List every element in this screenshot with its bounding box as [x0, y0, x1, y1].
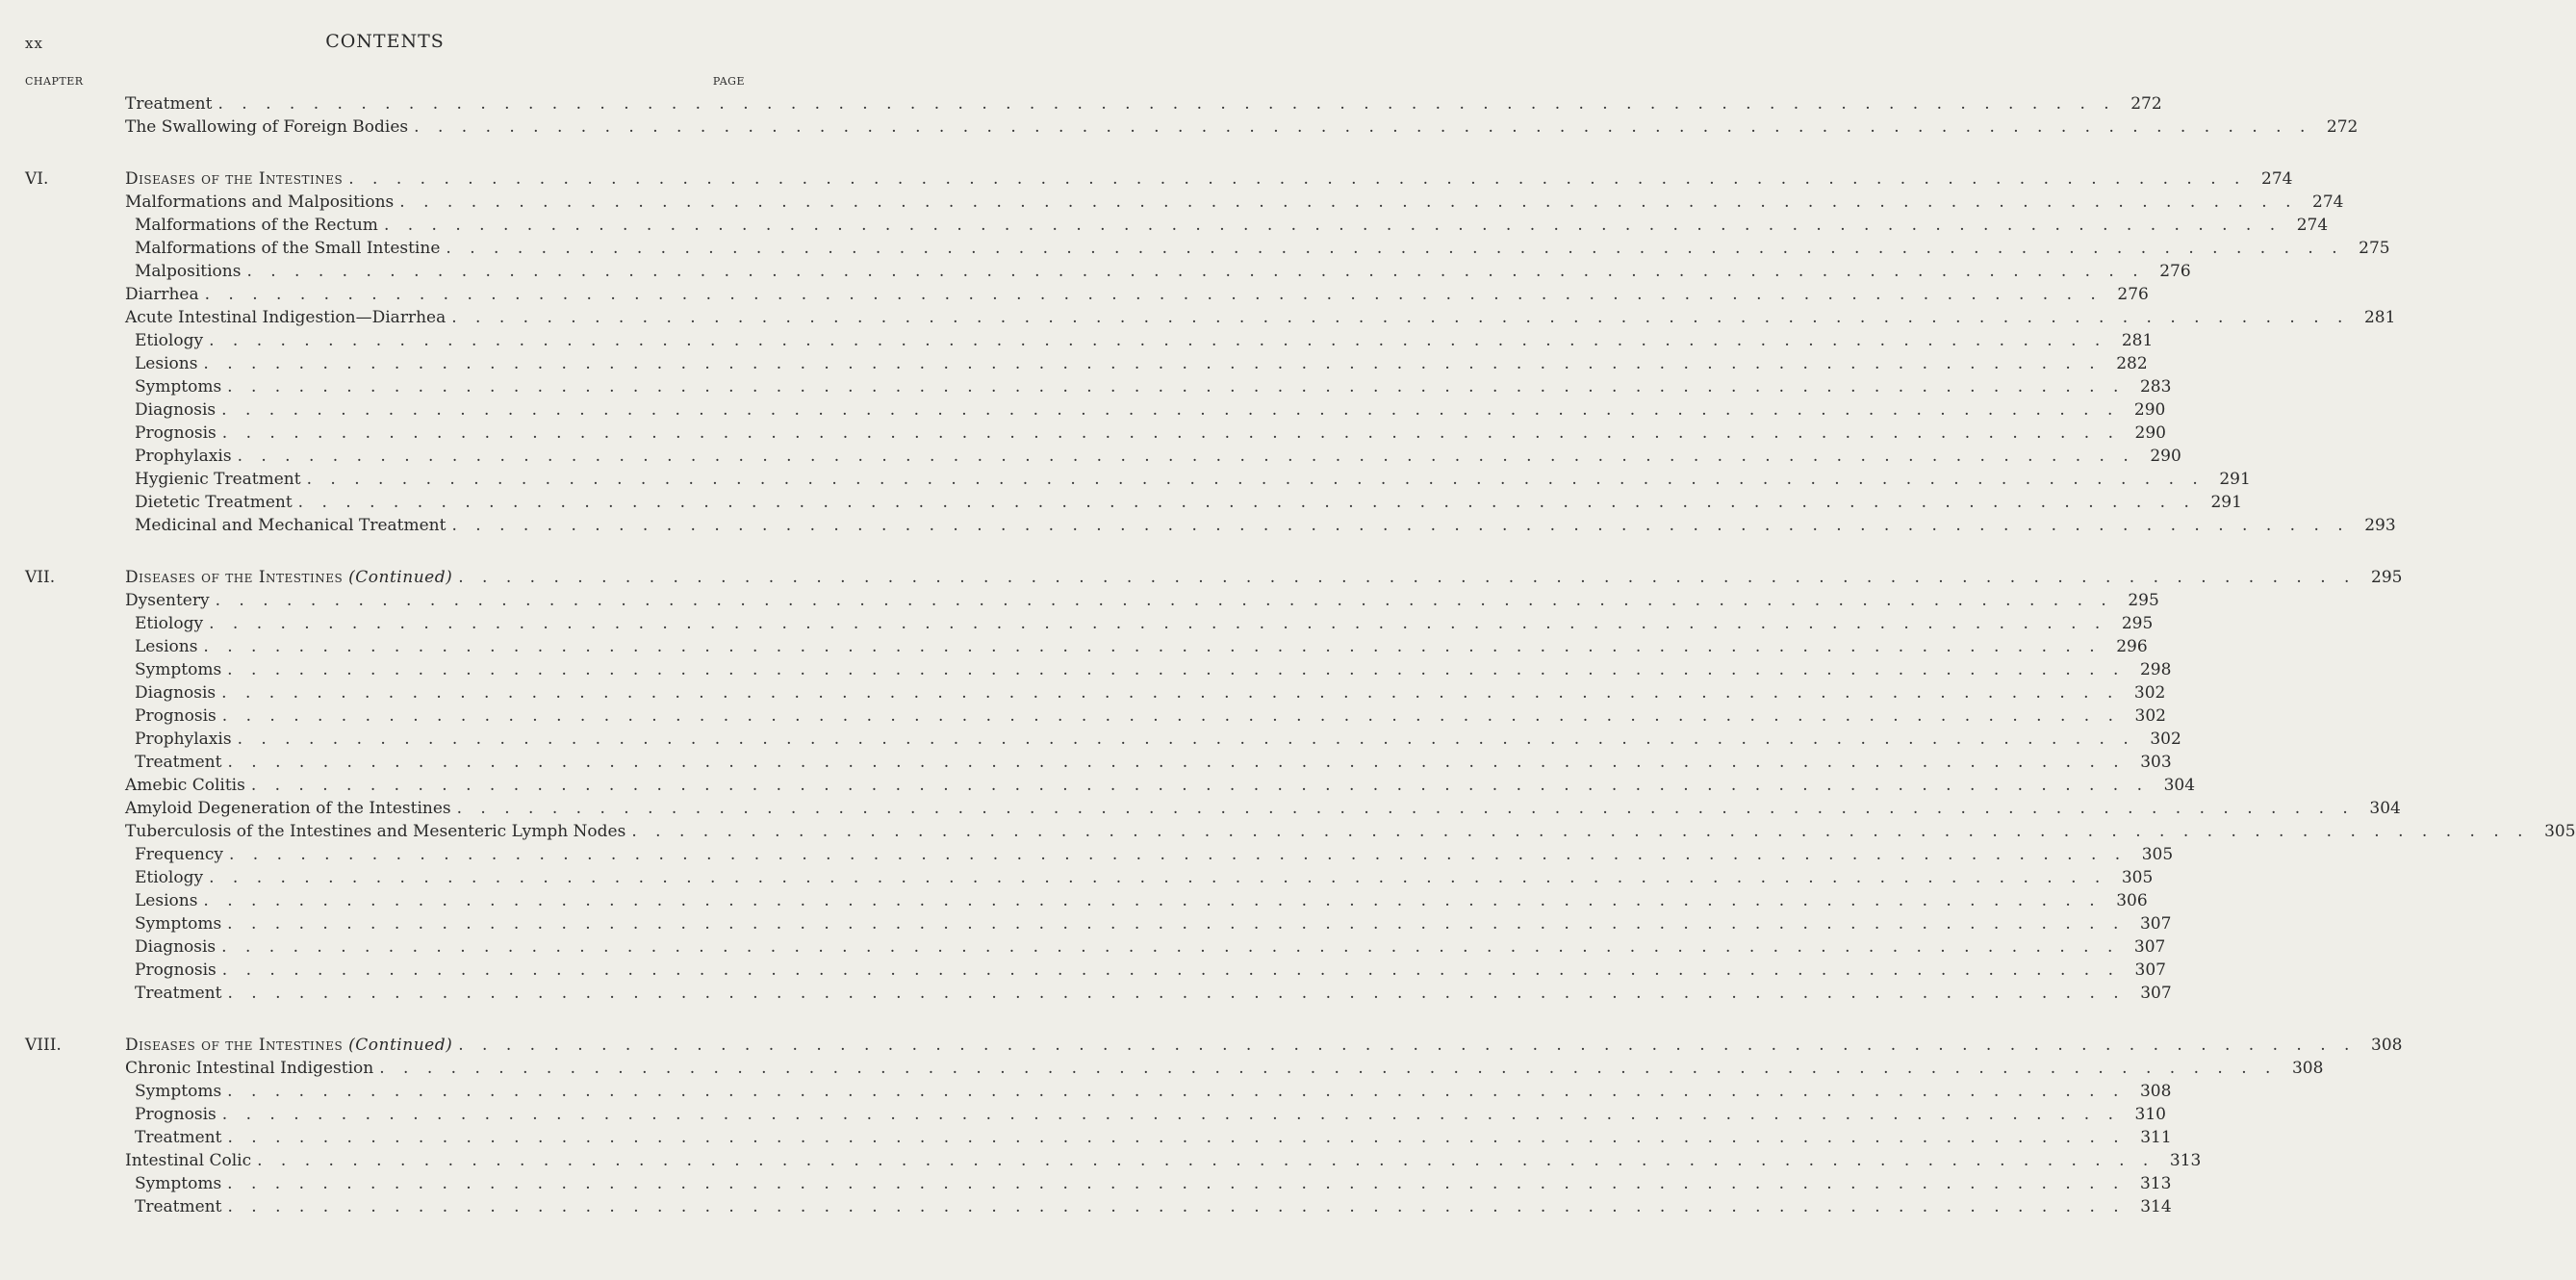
page-number: 293	[2364, 516, 2396, 535]
entry-title-text: Prognosis	[135, 960, 217, 980]
entry-title-text: Dysentery	[125, 591, 210, 610]
entry-title	[125, 589, 216, 612]
page-number: 296	[2116, 637, 2148, 656]
entry-title-text: Treatment	[135, 1128, 222, 1147]
page-number: 305	[2544, 822, 2576, 841]
entry-title-text: Diagnosis	[135, 683, 217, 703]
toc-entry-row	[135, 1126, 2172, 1149]
dot-leader: . . . . . . . . . . . . . . . . . . . . . . . . . . . . . . . . . . . . . . . . . . . . . . . . . . . . . . . . . . . . . . . . . . . . . . . . . . . . . . . .	[221, 683, 2120, 703]
entry-title	[125, 283, 205, 306]
toc-entry-row	[135, 1103, 2166, 1126]
dot-leader: . . . . . . . . . . . . . . . . . . . . . . . . . . . . . . . . . . . . . . . . . . . . . . . . . . . . . . . . . . . . . . . . . . . . . . . . . . . . . . . .	[414, 117, 2312, 137]
page-number: 302	[2150, 730, 2181, 749]
entry-title-text: Malformations and Malpositions	[125, 192, 395, 212]
entry-title-text: Chronic Intestinal Indigestion	[125, 1059, 374, 1078]
dot-leader: . . . . . . . . . . . . . . . . . . . . . . . . . . . . . . . . . . . . . . . . . . . . . . . . . . . . . . . . . . . . . . . . . . . . . . . . . . . . . . . .	[379, 1059, 2278, 1078]
toc-entry-row	[135, 751, 2172, 774]
toc-entry-row	[125, 115, 2359, 139]
entry-title	[135, 1172, 227, 1195]
entry-title-text: Prognosis	[135, 423, 217, 443]
toc-entry-row	[135, 514, 2396, 537]
dot-leader: . . . . . . . . . . . . . . . . . . . . . . . . . . . . . . . . . . . . . . . . . . . . . . . . . . . . . . . . . . . . . . . . . . . . . . . . . . . . . . . .	[227, 753, 2126, 772]
entry-title-text: Treatment	[125, 94, 213, 114]
entry-title	[135, 959, 222, 982]
toc-entry-row	[125, 306, 2396, 329]
dot-leader: . . . . . . . . . . . . . . . . . . . . . . . . . . . . . . . . . . . . . . . . . . . . . . . . . . . . . . . . . . . . . . . . . . . . . . . . . . . . . . . .	[227, 660, 2126, 679]
dot-leader: . . . . . . . . . . . . . . . . . . . . . . . . . . . . . . . . . . . . . . . . . . . . . . . . . . . . . . . . . . . . . . . . . . . . . . . . . . . . . . . .	[451, 308, 2350, 327]
entry-title	[125, 820, 631, 843]
entry-title	[135, 866, 209, 889]
entry-title-text: Lesions	[135, 891, 198, 910]
entry-title	[135, 1126, 227, 1149]
entry-title-text: Lesions	[135, 354, 198, 373]
dot-leader: . . . . . . . . . . . . . . . . . . . . . . . . . . . . . . . . . . . . . . . . . . . . . . . . . . . . . . . . . . . . . . . . . . . . . . . . . . . . . . . .	[297, 493, 2196, 512]
entry-title-text: Hygienic Treatment	[135, 470, 301, 489]
entry-title-text: Malformations of the Rectum	[135, 216, 378, 235]
entry-title	[135, 352, 203, 375]
page-number: 307	[2140, 984, 2172, 1003]
page-number: 276	[2117, 285, 2149, 304]
entry-title	[135, 728, 238, 751]
entry-title-text: Prophylaxis	[135, 447, 232, 466]
column-headings	[25, 75, 745, 90]
dot-leader: . . . . . . . . . . . . . . . . . . . . . . . . . . . . . . . . . . . . . . . . . . . . . . . . . . . . . . . . . . . . . . . . . . . . . . . . . . . . . . . .	[209, 868, 2107, 887]
entry-title-text: Etiology	[135, 331, 204, 350]
toc-entry-row	[135, 889, 2148, 912]
dot-leader: . . . . . . . . . . . . . . . . . . . . . . . . . . . . . . . . . . . . . . . . . . . . . . . . . . . . . . . . . . . . . . . . . . . . . . . . . . . . . . . .	[446, 239, 2344, 258]
dot-leader: . . . . . . . . . . . . . . . . . . . . . . . . . . . . . . . . . . . . . . . . . . . . . . . . . . . . . . . . . . . . . . . . . . . . . . . . . . . . . . . .	[631, 822, 2530, 841]
toc-chapter-row	[25, 566, 2403, 589]
dot-leader: . . . . . . . . . . . . . . . . . . . . . . . . . . . . . . . . . . . . . . . . . . . . . . . . . . . . . . . . . . . . . . . . . . . . . . . . . . . . . . . .	[250, 776, 2150, 795]
toc-entry-row	[135, 912, 2172, 935]
page-number: 274	[2296, 216, 2329, 235]
chapter-number: VIII.	[25, 1036, 62, 1055]
entry-title	[125, 306, 451, 329]
dot-leader: . . . . . . . . . . . . . . . . . . . . . . . . . . . . . . . . . . . . . . . . . . . . . . . . . . . . . . . . . . . . . . . . . . . . . . . . . . . . . . . .	[203, 354, 2102, 373]
dot-leader: . . . . . . . . . . . . . . . . . . . . . . . . . . . . . . . . . . . . . . . . . . . . . . . . . . . . . . . . . . . . . . . . . . . . . . . . . . . . . . . .	[221, 423, 2120, 443]
page-number: 295	[2371, 568, 2403, 587]
toc-entry-row	[135, 612, 2154, 635]
chapter-title	[125, 566, 458, 589]
page-number: 274	[2261, 169, 2293, 189]
entry-title	[125, 1057, 379, 1080]
entry-title-text: Amebic Colitis	[125, 776, 245, 795]
page-number: 290	[2150, 447, 2181, 466]
toc-entry-row	[135, 959, 2166, 982]
entry-title-text: Diagnosis	[135, 400, 217, 420]
page-number: 290	[2133, 400, 2166, 420]
dot-leader: . . . . . . . . . . . . . . . . . . . . . . . . . . . . . . . . . . . . . . . . . . . . . . . . . . . . . . . . . . . . . . . . . . . . . . . . . . . . . . . .	[203, 891, 2102, 910]
page-number: 313	[2169, 1151, 2202, 1170]
toc-entry-row	[125, 191, 2344, 214]
page-number: 307	[2139, 914, 2172, 934]
page-number: 307	[2134, 960, 2166, 980]
page-number: 313	[2139, 1174, 2172, 1193]
toc-entry-row	[135, 445, 2181, 468]
toc-entry-row	[135, 1195, 2172, 1218]
toc-entry-row	[125, 283, 2149, 306]
entry-title	[135, 889, 203, 912]
entry-title-text: Diagnosis	[135, 937, 217, 957]
toc-entry-row	[135, 1172, 2172, 1195]
dot-leader: . . . . . . . . . . . . . . . . . . . . . . . . . . . . . . . . . . . . . . . . . . . . . . . . . . . . . . . . . . . . . . . . . . . . . . . . . . . . . . . .	[458, 568, 2357, 587]
entry-title-text: Prognosis	[135, 706, 217, 726]
entry-title	[135, 491, 298, 514]
entry-title	[135, 704, 222, 728]
dot-leader: . . . . . . . . . . . . . . . . . . . . . . . . . . . . . . . . . . . . . . . . . . . . . . . . . . . . . . . . . . . . . . . . . . . . . . . . . . . . . . . .	[227, 914, 2126, 934]
toc-entry-row	[135, 260, 2191, 283]
entry-title	[125, 115, 414, 139]
page-number: 311	[2140, 1128, 2172, 1147]
dot-leader: . . . . . . . . . . . . . . . . . . . . . . . . . . . . . . . . . . . . . . . . . . . . . . . . . . . . . . . . . . . . . . . . . . . . . . . . . . . . . . . .	[209, 331, 2107, 350]
toc-entry-row	[135, 375, 2172, 398]
entry-title-text: Medicinal and Mechanical Treatment	[135, 516, 446, 535]
toc-entry-row	[135, 935, 2166, 959]
toc-entry-row	[125, 820, 2576, 843]
entry-title	[135, 398, 221, 422]
page-number: 307	[2133, 937, 2166, 957]
entry-title-text: Treatment	[135, 753, 222, 772]
page-number: 295	[2128, 591, 2159, 610]
page-number: 310	[2134, 1105, 2166, 1124]
entry-title	[135, 982, 227, 1005]
chapter-number: VI.	[25, 169, 49, 189]
toc-entry-row	[135, 352, 2148, 375]
dot-leader: . . . . . . . . . . . . . . . . . . . . . . . . . . . . . . . . . . . . . . . . . . . . . . . . . . . . . . . . . . . . . . . . . . . . . . . . . . . . . . . .	[227, 1174, 2126, 1193]
dot-leader: . . . . . . . . . . . . . . . . . . . . . . . . . . . . . . . . . . . . . . . . . . . . . . . . . . . . . . . . . . . . . . . . . . . . . . . . . . . . . . . .	[203, 637, 2102, 656]
toc-entry-row	[135, 329, 2154, 352]
page-number: 282	[2116, 354, 2148, 373]
dot-leader: . . . . . . . . . . . . . . . . . . . . . . . . . . . . . . . . . . . . . . . . . . . . . . . . . . . . . . . . . . . . . . . . . . . . . . . . . . . . . . . .	[237, 447, 2135, 466]
page-number: 291	[2219, 470, 2251, 489]
entry-title-text: Prophylaxis	[135, 730, 232, 749]
chapter-number: VII.	[25, 568, 56, 587]
entry-title-text: Treatment	[135, 1197, 222, 1216]
dot-leader: . . . . . . . . . . . . . . . . . . . . . . . . . . . . . . . . . . . . . . . . . . . . . . . . . . . . . . . . . . . . . . . . . . . . . . . . . . . . . . . .	[451, 516, 2350, 535]
page-number: 308	[2139, 1082, 2172, 1101]
page-number: 281	[2363, 308, 2396, 327]
page-number: 302	[2133, 683, 2166, 703]
entry-title-text: Symptoms	[135, 1082, 222, 1101]
toc-chapter-row	[25, 1034, 2403, 1057]
page-number: 305	[2141, 845, 2174, 864]
toc-chapter-row	[25, 167, 2293, 191]
dot-leader: . . . . . . . . . . . . . . . . . . . . . . . . . . . . . . . . . . . . . . . . . . . . . . . . . . . . . . . . . . . . . . . . . . . . . . . . . . . . . . . .	[227, 1128, 2126, 1147]
page-number: 308	[2291, 1059, 2324, 1078]
running-title: CONTENTS	[325, 31, 445, 52]
toc-entry-row	[135, 422, 2166, 445]
dot-leader: . . . . . . . . . . . . . . . . . . . . . . . . . . . . . . . . . . . . . . . . . . . . . . . . . . . . . . . . . . . . . . . . . . . . . . . . . . . . . . . .	[227, 1082, 2126, 1101]
chapter-title	[125, 167, 348, 191]
chapter-column-heading: CHAPTER	[25, 75, 84, 88]
entry-title-text: Diseases of the Intestines	[125, 568, 344, 587]
page-number: 295	[2121, 614, 2154, 633]
entry-title	[135, 422, 222, 445]
entry-title-suffix: (Continued)	[348, 1036, 453, 1055]
page-number: 306	[2116, 891, 2148, 910]
entry-title-text: Malpositions	[135, 262, 242, 281]
entry-title	[135, 751, 227, 774]
toc-entry-row	[125, 1149, 2202, 1172]
entry-title	[135, 843, 229, 866]
entry-title	[135, 935, 221, 959]
entry-title	[135, 329, 209, 352]
toc-entry-row	[125, 797, 2401, 820]
dot-leader: . . . . . . . . . . . . . . . . . . . . . . . . . . . . . . . . . . . . . . . . . . . . . . . . . . . . . . . . . . . . . . . . . . . . . . . . . . . . . . . .	[204, 285, 2103, 304]
entry-title	[135, 468, 307, 491]
entry-title-suffix: (Continued)	[348, 568, 453, 587]
page-number: 276	[2159, 262, 2191, 281]
dot-leader: . . . . . . . . . . . . . . . . . . . . . . . . . . . . . . . . . . . . . . . . . . . . . . . . . . . . . . . . . . . . . . . . . . . . . . . . . . . . . . . .	[456, 799, 2355, 818]
entry-title-text: Diseases of the Intestines	[125, 1036, 344, 1055]
entry-title-text: Lesions	[135, 637, 198, 656]
dot-leader: . . . . . . . . . . . . . . . . . . . . . . . . . . . . . . . . . . . . . . . . . . . . . . . . . . . . . . . . . . . . . . . . . . . . . . . . . . . . . . . .	[221, 1105, 2120, 1124]
entry-title	[125, 92, 217, 115]
dot-leader: . . . . . . . . . . . . . . . . . . . . . . . . . . . . . . . . . . . . . . . . . . . . . . . . . . . . . . . . . . . . . . . . . . . . . . . . . . . . . . . .	[215, 591, 2113, 610]
dot-leader: . . . . . . . . . . . . . . . . . . . . . . . . . . . . . . . . . . . . . . . . . . . . . . . . . . . . . . . . . . . . . . . . . . . . . . . . . . . . . . . .	[399, 192, 2298, 212]
toc-entry-row	[135, 214, 2329, 237]
page-number: 274	[2312, 192, 2344, 212]
chapter-title	[125, 1034, 458, 1057]
entry-title	[135, 445, 238, 468]
page-column-heading: PAGE	[712, 75, 745, 88]
entry-title	[135, 1195, 227, 1218]
dot-leader: . . . . . . . . . . . . . . . . . . . . . . . . . . . . . . . . . . . . . . . . . . . . . . . . . . . . . . . . . . . . . . . . . . . . . . . . . . . . . . . .	[209, 614, 2107, 633]
entry-title	[135, 214, 384, 237]
entry-title	[125, 191, 399, 214]
dot-leader: . . . . . . . . . . . . . . . . . . . . . . . . . . . . . . . . . . . . . . . . . . . . . . . . . . . . . . . . . . . . . . . . . . . . . . . . . . . . . . . .	[348, 169, 2247, 189]
entry-title-text: Amyloid Degeneration of the Intestines	[125, 799, 451, 818]
page-number: 304	[2163, 776, 2196, 795]
page-number: 298	[2139, 660, 2172, 679]
toc-entry-row	[135, 843, 2174, 866]
dot-leader: . . . . . . . . . . . . . . . . . . . . . . . . . . . . . . . . . . . . . . . . . . . . . . . . . . . . . . . . . . . . . . . . . . . . . . . . . . . . . . . .	[257, 1151, 2155, 1170]
toc-entry-row	[125, 589, 2159, 612]
toc-entry-row	[135, 398, 2166, 422]
entry-title-text: Tuberculosis of the Intestines and Mesenteric Lymph Nodes	[125, 822, 626, 841]
toc-entry-row	[135, 635, 2148, 658]
entry-title-text: The Swallowing of Foreign Bodies	[125, 117, 409, 137]
entry-title-text: Diseases of the Intestines	[125, 169, 344, 189]
toc-entry-row	[135, 658, 2172, 681]
toc-entry-row	[135, 728, 2181, 751]
entry-title-text: Acute Intestinal Indigestion—Diarrhea	[125, 308, 446, 327]
toc-entry-row	[135, 704, 2166, 728]
entry-title	[135, 1080, 227, 1103]
dot-leader: . . . . . . . . . . . . . . . . . . . . . . . . . . . . . . . . . . . . . . . . . . . . . . . . . . . . . . . . . . . . . . . . . . . . . . . . . . . . . . . .	[217, 94, 2116, 114]
toc-entry-row	[135, 1080, 2172, 1103]
entry-title	[135, 612, 209, 635]
dot-leader: . . . . . . . . . . . . . . . . . . . . . . . . . . . . . . . . . . . . . . . . . . . . . . . . . . . . . . . . . . . . . . . . . . . . . . . . . . . . . . . .	[383, 216, 2283, 235]
entry-title	[135, 237, 446, 260]
dot-leader: . . . . . . . . . . . . . . . . . . . . . . . . . . . . . . . . . . . . . . . . . . . . . . . . . . . . . . . . . . . . . . . . . . . . . . . . . . . . . . . .	[221, 400, 2120, 420]
entry-title	[125, 1149, 257, 1172]
page-number: 305	[2121, 868, 2154, 887]
entry-title-text: Malformations of the Small Intestine	[135, 239, 441, 258]
entry-title	[135, 260, 246, 283]
dot-leader: . . . . . . . . . . . . . . . . . . . . . . . . . . . . . . . . . . . . . . . . . . . . . . . . . . . . . . . . . . . . . . . . . . . . . . . . . . . . . . . .	[221, 706, 2120, 726]
entry-title	[135, 1103, 222, 1126]
page-number: 290	[2134, 423, 2166, 443]
page-number: 272	[2130, 94, 2162, 114]
page-header	[0, 31, 770, 54]
entry-title	[125, 797, 457, 820]
entry-title-text: Etiology	[135, 614, 204, 633]
entry-title-text: Symptoms	[135, 377, 222, 397]
entry-title-text: Symptoms	[135, 914, 222, 934]
entry-title-text: Treatment	[135, 984, 222, 1003]
dot-leader: . . . . . . . . . . . . . . . . . . . . . . . . . . . . . . . . . . . . . . . . . . . . . . . . . . . . . . . . . . . . . . . . . . . . . . . . . . . . . . . .	[221, 937, 2120, 957]
toc-entry-row	[135, 982, 2172, 1005]
dot-leader: . . . . . . . . . . . . . . . . . . . . . . . . . . . . . . . . . . . . . . . . . . . . . . . . . . . . . . . . . . . . . . . . . . . . . . . . . . . . . . . .	[237, 730, 2135, 749]
dot-leader: . . . . . . . . . . . . . . . . . . . . . . . . . . . . . . . . . . . . . . . . . . . . . . . . . . . . . . . . . . . . . . . . . . . . . . . . . . . . . . . .	[227, 377, 2126, 397]
entry-title	[135, 375, 227, 398]
entry-title	[135, 912, 227, 935]
page-number: 275	[2359, 239, 2390, 258]
entry-title	[135, 681, 221, 704]
entry-title	[125, 774, 251, 797]
dot-leader: . . . . . . . . . . . . . . . . . . . . . . . . . . . . . . . . . . . . . . . . . . . . . . . . . . . . . . . . . . . . . . . . . . . . . . . . . . . . . . . .	[227, 984, 2126, 1003]
toc-entry-row	[135, 491, 2242, 514]
dot-leader: . . . . . . . . . . . . . . . . . . . . . . . . . . . . . . . . . . . . . . . . . . . . . . . . . . . . . . . . . . . . . . . . . . . . . . . . . . . . . . . .	[246, 262, 2145, 281]
page-number: 302	[2134, 706, 2166, 726]
entry-title	[135, 635, 203, 658]
entry-title-text: Frequency	[135, 845, 223, 864]
page-number: 303	[2140, 753, 2172, 772]
toc-entry-row	[125, 774, 2196, 797]
dot-leader: . . . . . . . . . . . . . . . . . . . . . . . . . . . . . . . . . . . . . . . . . . . . . . . . . . . . . . . . . . . . . . . . . . . . . . . . . . . . . . . .	[227, 1197, 2126, 1216]
toc-entry-row	[135, 681, 2166, 704]
dot-leader: . . . . . . . . . . . . . . . . . . . . . . . . . . . . . . . . . . . . . . . . . . . . . . . . . . . . . . . . . . . . . . . . . . . . . . . . . . . . . . . .	[228, 845, 2128, 864]
dot-leader: . . . . . . . . . . . . . . . . . . . . . . . . . . . . . . . . . . . . . . . . . . . . . . . . . . . . . . . . . . . . . . . . . . . . . . . . . . . . . . . .	[306, 470, 2205, 489]
page-number: 314	[2140, 1197, 2172, 1216]
entry-title-text: Intestinal Colic	[125, 1151, 252, 1170]
toc-entry-row	[125, 92, 2162, 115]
page-number: 291	[2210, 493, 2242, 512]
page-number: 272	[2326, 117, 2359, 137]
toc-entry-row	[125, 1057, 2324, 1080]
toc-entry-row	[135, 237, 2390, 260]
entry-title-text: Prognosis	[135, 1105, 217, 1124]
entry-title-text: Symptoms	[135, 660, 222, 679]
toc-entry-row	[135, 468, 2251, 491]
page-folio: xx	[25, 35, 43, 52]
page-number: 308	[2371, 1036, 2403, 1055]
dot-leader: . . . . . . . . . . . . . . . . . . . . . . . . . . . . . . . . . . . . . . . . . . . . . . . . . . . . . . . . . . . . . . . . . . . . . . . . . . . . . . . .	[458, 1036, 2357, 1055]
toc-entry-row	[135, 866, 2154, 889]
entry-title	[135, 658, 227, 681]
page-number: 281	[2121, 331, 2154, 350]
entry-title-text: Etiology	[135, 868, 204, 887]
page-number: 304	[2369, 799, 2401, 818]
dot-leader: . . . . . . . . . . . . . . . . . . . . . . . . . . . . . . . . . . . . . . . . . . . . . . . . . . . . . . . . . . . . . . . . . . . . . . . . . . . . . . . .	[221, 960, 2120, 980]
entry-title-text: Dietetic Treatment	[135, 493, 293, 512]
entry-title-text: Symptoms	[135, 1174, 222, 1193]
entry-title-text: Diarrhea	[125, 285, 199, 304]
page-number: 283	[2139, 377, 2172, 397]
entry-title	[135, 514, 451, 537]
